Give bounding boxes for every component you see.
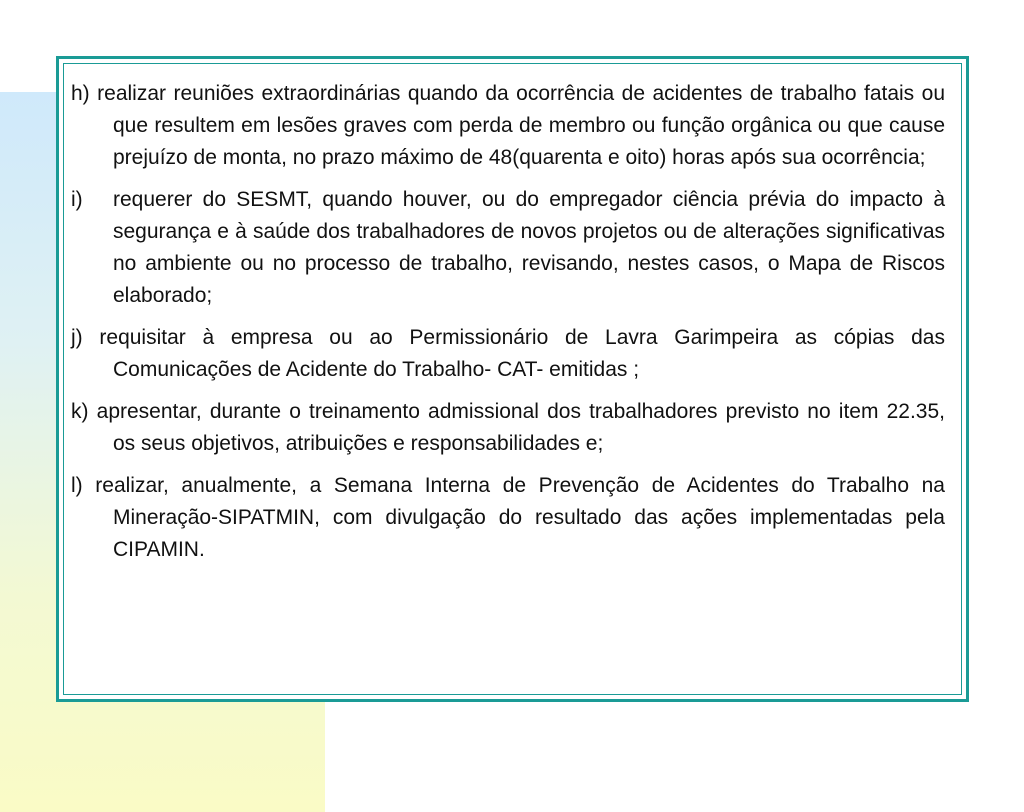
list-item-i <box>71 184 945 312</box>
item-marker: l) <box>71 474 83 497</box>
item-text: requerer do SESMT, quando houver, ou do empregador ciência prévia do impacto à segurança e à saúde dos trabalhadores de novos projetos ou de alterações significativas no ambiente ou no processo de trabalho, revisando, nestes casos, o Mapa de Riscos elaborado; <box>113 188 945 307</box>
item-marker: k) <box>71 400 89 423</box>
list-item-k <box>71 396 945 460</box>
item-marker: h) <box>71 82 90 105</box>
item-marker: i) <box>71 188 83 211</box>
item-marker: j) <box>71 326 83 349</box>
list-item-j <box>71 322 945 386</box>
list-item-l <box>71 470 945 566</box>
item-text: realizar reuniões extraordinárias quando da ocorrência de acidentes de trabalho fatais ou que resultem em lesões graves com perda de membro ou função orgânica ou que cause prejuízo de monta, no prazo máximo de 48(quarenta e oito) horas após sua ocorrência; <box>97 82 945 169</box>
item-text: requisitar à empresa ou ao Permissionário de Lavra Garimpeira as cópias das Comunicações de Acidente do Trabalho- CAT- emitidas ; <box>99 326 945 381</box>
item-text: realizar, anualmente, a Semana Interna de Prevenção de Acidentes do Trabalho na Mineração-SIPATMIN, com divulgação do resultado das ações implementadas pela CIPAMIN. <box>95 474 945 561</box>
item-text: apresentar, durante o treinamento admissional dos trabalhadores previsto no item 22.35, os seus objetivos, atribuições e responsabilidades e; <box>96 400 945 455</box>
list-item-h <box>71 78 945 174</box>
item-list <box>71 78 945 576</box>
